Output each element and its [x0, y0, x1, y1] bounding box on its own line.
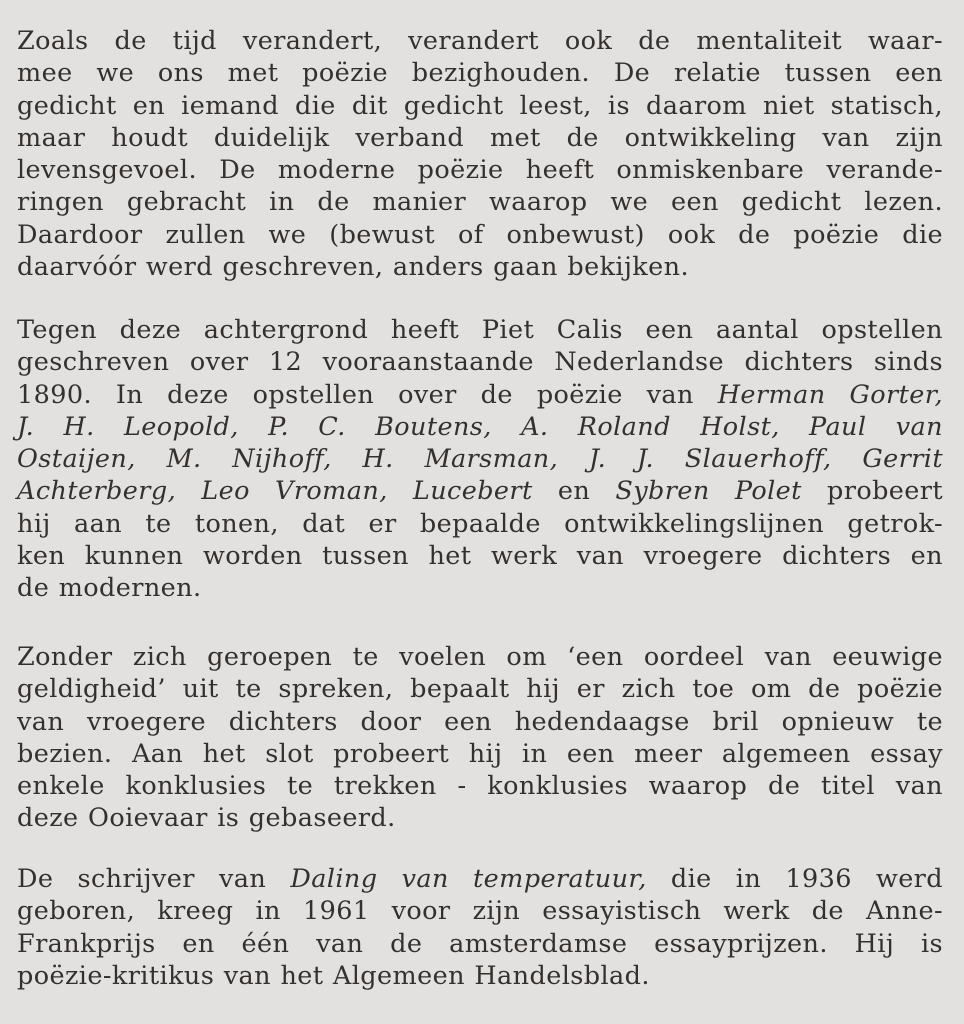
text-line: Zonder zich geroepen te voelen om ‘een oordeel van eeuwige: [17, 642, 943, 672]
text-line: [17, 379, 943, 411]
text-line: hij aan te tonen, dat er bepaalde ontwikkelingslijnen getrok-: [17, 508, 943, 539]
text-line: van vroegere dichters door een hedendaagse bril opnieuw te: [17, 706, 943, 737]
poet-names-line: Ostaijen, M. Nijhoff, H. Marsman, J. J. Slauerhoff, Gerrit: [17, 444, 943, 475]
text-line: geldigheid’ uit te spreken, bepaalt hij er zich toe om de poëzie: [17, 674, 943, 705]
text-line: maar houdt duidelijk verband met de ontwikkeling van zijn: [17, 122, 943, 153]
text-line: Zoals de tijd verandert, verandert ook de mentaliteit waar-: [17, 26, 943, 56]
text-line: gedicht en iemand die dit gedicht leest, is daarom niet statisch,: [17, 90, 943, 121]
text-line: geschreven over 12 vooraanstaande Nederlandse dichters sinds: [17, 347, 943, 378]
text-line: ken kunnen worden tussen het werk van vroegere dichters en: [17, 541, 943, 572]
text-line: bezien. Aan het slot probeert hij in een meer algemeen essay: [17, 738, 943, 769]
text-line: Tegen deze achtergrond heeft Piet Calis een aantal opstellen: [17, 315, 943, 345]
paragraph-intro: [17, 25, 943, 283]
text-line: [17, 863, 943, 895]
text-line: poëzie-kritikus van het Algemeen Handelsblad.: [17, 960, 650, 991]
poet-name: Achterberg, Leo Vroman, Lucebert: [17, 476, 533, 507]
text-line: geboren, kreeg in 1961 voor zijn essayistisch werk de Anne-: [17, 896, 943, 927]
text-line: Frankprijs en één van de amsterdamse essayprijzen. Hij is: [17, 928, 943, 959]
book-title: Daling van temperatuur,: [290, 864, 647, 894]
text-line: [17, 475, 943, 507]
text-line: Daardoor zullen we (bewust of onbewust) ook de poëzie die: [17, 219, 943, 250]
poet-name: Herman Gorter,: [717, 379, 944, 410]
paragraph-poets: [17, 314, 943, 605]
text-segment: De schrijver van: [17, 864, 291, 894]
paragraph-approach: [17, 641, 943, 835]
text-segment: en: [532, 476, 616, 507]
poet-names-line: J. H. Leopold, P. C. Boutens, A. Roland Holst, Paul van: [17, 411, 943, 442]
poet-name: Sybren Polet: [615, 476, 802, 507]
text-line: enkele konklusies te trekken - konklusies waarop de titel van: [17, 771, 943, 802]
text-line: de modernen.: [17, 573, 202, 604]
text-segment: die in 1936 werd: [646, 864, 943, 894]
text-line: mee we ons met poëzie bezighouden. De relatie tussen een: [17, 58, 943, 89]
text-line: deze Ooievaar is gebaseerd.: [17, 803, 396, 834]
text-segment: 1890. In deze opstellen over de poëzie van: [17, 379, 718, 410]
text-line: ringen gebracht in de manier waarop we een gedicht lezen.: [17, 187, 943, 218]
text-line: levensgevoel. De moderne poëzie heeft onmiskenbare verande-: [17, 155, 943, 186]
text-segment: probeert: [801, 476, 944, 507]
paragraph-author: [17, 863, 943, 992]
text-line: daarvóór werd geschreven, anders gaan bekijken.: [17, 252, 689, 283]
